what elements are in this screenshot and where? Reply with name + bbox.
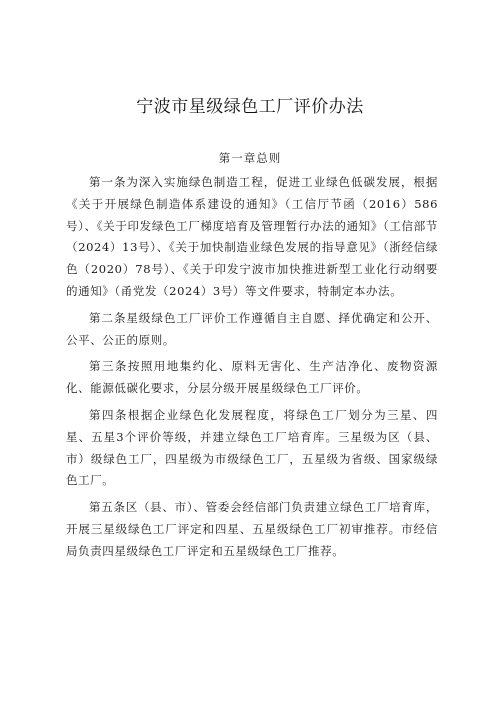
article-1: 第一条为深入实施绿色制造工程，促进工业绿色低碳发展，根据《关于开展绿色制造体系建设的通知》（工信厅节函（2016）586号）、《关于印发绿色工厂梯度培育及管理暂行办法的通知》（工信部节（2024）13号）、《关于加快制造业绿色发展的指导意见》（浙经信绿色（2020）78号）、《关于印发宁波市加快推进新型工业化行动纲要的通知》（甬党发（2024）3号）等文件要求，特制定本办法。 — [66, 175, 438, 298]
article-5: 第五条区（县、市）、管委会经信部门负责建立绿色工厂培育库，开展三星级绿色工厂评定和四星、五星级绿色工厂初审推荐。市经信局负责四星级绿色工厂评定和五星级绿色工厂推荐。 — [66, 500, 438, 558]
chapter-heading: 第一章总则 — [218, 151, 282, 165]
document-body — [66, 172, 438, 568]
article-2: 第二条星级绿色工厂评价工作遵循自主自愿、择优确定和公开、公平、公正的原则。 — [66, 310, 438, 347]
article-4: 第四条根据企业绿色化发展程度，将绿色工厂划分为三星、四星、五星3个评价等级，并建立绿色工厂培育库。三星级为区（县、市）级绿色工厂，四星级为市级绿色工厂，五星级为省级、国家级绿色工厂。 — [66, 407, 438, 488]
document-title: 宁波市星级绿色工厂评价办法 — [136, 97, 364, 117]
article-3: 第三条按照用地集约化、原料无害化、生产洁净化、废物资源化、能源低碳化要求，分层分级开展星级绿色工厂评价。 — [66, 359, 438, 396]
